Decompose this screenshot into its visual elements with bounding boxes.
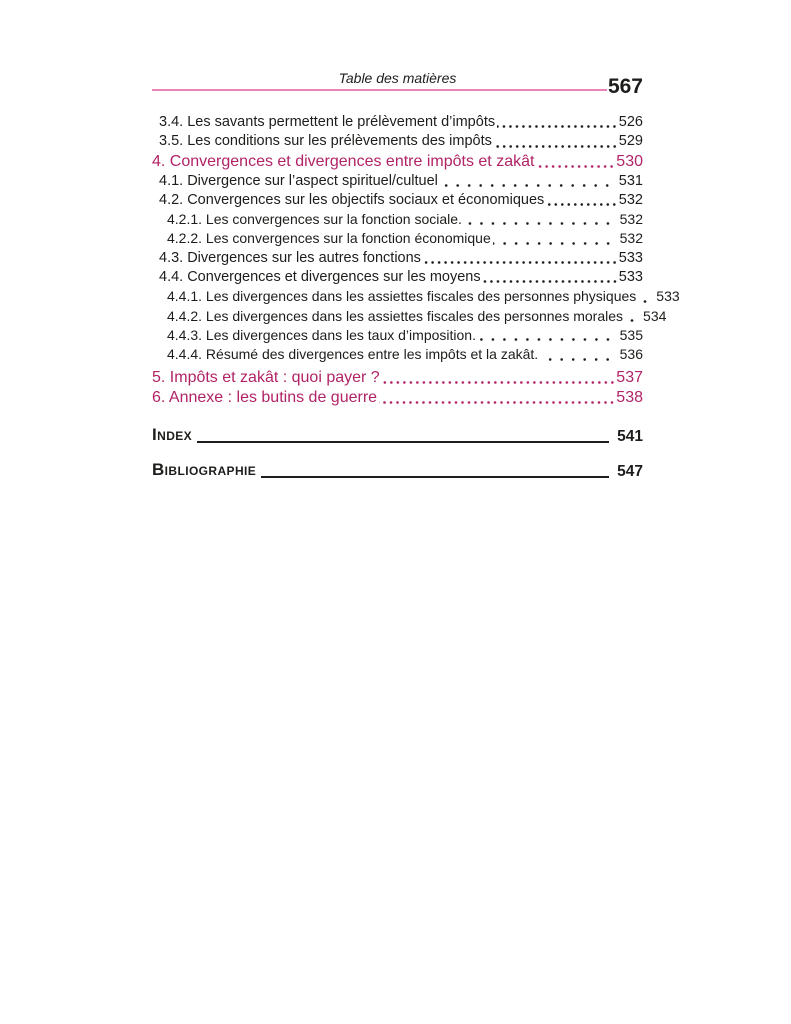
- toc-entry-label: 3.5. Les conditions sur les prélèvements des impôts: [159, 133, 492, 150]
- backmatter-page: 547: [617, 462, 643, 480]
- page-header: [152, 70, 643, 98]
- toc-entry-label: 4.4. Convergences et divergences sur les moyens: [159, 269, 481, 286]
- backmatter-list: [152, 423, 643, 480]
- dot-leader: [478, 337, 614, 342]
- header-rule: [152, 89, 607, 91]
- toc-entry: [152, 327, 643, 346]
- rule-leader: [261, 476, 609, 478]
- dot-leader: [497, 124, 618, 129]
- toc-entry-label: 4.2.2. Les convergences sur la fonction économique: [167, 230, 491, 247]
- toc-entry-page: 533: [656, 288, 680, 305]
- dot-leader: [483, 279, 618, 284]
- toc-entry: [152, 269, 643, 288]
- dot-leader: [625, 318, 637, 323]
- toc-entry-page: 534: [643, 307, 667, 324]
- toc-entry: [152, 250, 643, 269]
- toc-entry-page: 535: [619, 326, 643, 343]
- toc-entry: [152, 173, 643, 192]
- dot-leader: [382, 380, 616, 385]
- dot-leader: [536, 164, 615, 169]
- dot-leader: [540, 357, 613, 362]
- toc-entry-label: 3.4. Les savants permettent le prélèvement d’impôts: [159, 114, 496, 130]
- running-title: Table des matières: [338, 70, 457, 86]
- toc-entry-page: 533: [618, 249, 643, 266]
- toc-entry-page: 538: [616, 388, 643, 406]
- rule-leader: [197, 441, 609, 443]
- dot-leader: [546, 202, 618, 207]
- dot-leader: [494, 144, 618, 149]
- toc-entry-label: 4.1. Divergence sur l’aspect spirituel/cultuel: [159, 172, 438, 189]
- toc-entry: [152, 307, 667, 327]
- toc-entry: [152, 230, 643, 249]
- toc-entry: [152, 133, 643, 152]
- toc-entry-page: 531: [618, 172, 643, 189]
- backmatter-entry: [152, 458, 643, 480]
- toc-entry: [152, 211, 643, 230]
- backmatter-label: Index: [152, 424, 193, 444]
- dot-leader: [423, 260, 618, 265]
- toc-entry: [152, 288, 680, 307]
- toc-entry-label: 4.4.3. Les divergences dans les taux d’imposition.: [167, 326, 476, 343]
- toc-entry-page: 532: [619, 211, 643, 228]
- toc-entry-page: 526: [618, 114, 643, 130]
- toc-entry-label: 4. Convergences et divergences entre impôts et zakât: [152, 152, 535, 170]
- toc-entry-label: 4.4.1. Les divergences dans les assiettes fiscales des personnes physiques: [167, 288, 637, 305]
- toc-entry: [152, 153, 643, 173]
- dot-leader: [493, 241, 614, 246]
- toc-entry-page: 532: [619, 230, 643, 247]
- toc-entry-page: 530: [616, 152, 643, 170]
- toc-entry-page: 533: [618, 269, 643, 286]
- toc-entry-label: 4.2.1. Les convergences sur la fonction sociale.: [167, 211, 462, 228]
- toc-entry-page: 529: [618, 133, 643, 150]
- backmatter-entry: [152, 423, 643, 445]
- backmatter-label: Bibliographie: [152, 459, 257, 479]
- toc-entry-label: 4.4.2. Les divergences dans les assiettes fiscales des personnes morales: [167, 307, 624, 324]
- dot-leader: [379, 400, 615, 405]
- toc-entry: [152, 346, 643, 365]
- toc-entry-label: 5. Impôts et zakât : quoi payer ?: [152, 368, 380, 386]
- toc-entry-page: 537: [616, 368, 643, 386]
- dot-leader: [638, 299, 650, 304]
- toc-entry-page: 532: [618, 191, 643, 208]
- toc-entry: [152, 192, 643, 211]
- backmatter-page: 541: [617, 427, 643, 445]
- dot-leader: [440, 183, 613, 188]
- toc-entry-label: 4.2. Convergences sur les objectifs sociaux et économiques: [159, 191, 545, 208]
- page-number: 567: [607, 75, 643, 98]
- page-content: [152, 70, 680, 480]
- toc-entry: [152, 114, 643, 133]
- toc-entry-page: 536: [619, 346, 643, 363]
- toc-entry: [152, 389, 643, 409]
- toc-entry-label: 6. Annexe : les butins de guerre: [152, 388, 378, 406]
- toc-entry: [152, 369, 643, 389]
- table-of-contents: [152, 114, 680, 409]
- dot-leader: [464, 221, 614, 226]
- toc-entry-label: 4.3. Divergences sur les autres fonctions: [159, 249, 421, 266]
- toc-entry-label: 4.4.4. Résumé des divergences entre les impôts et la zakât.: [167, 346, 539, 363]
